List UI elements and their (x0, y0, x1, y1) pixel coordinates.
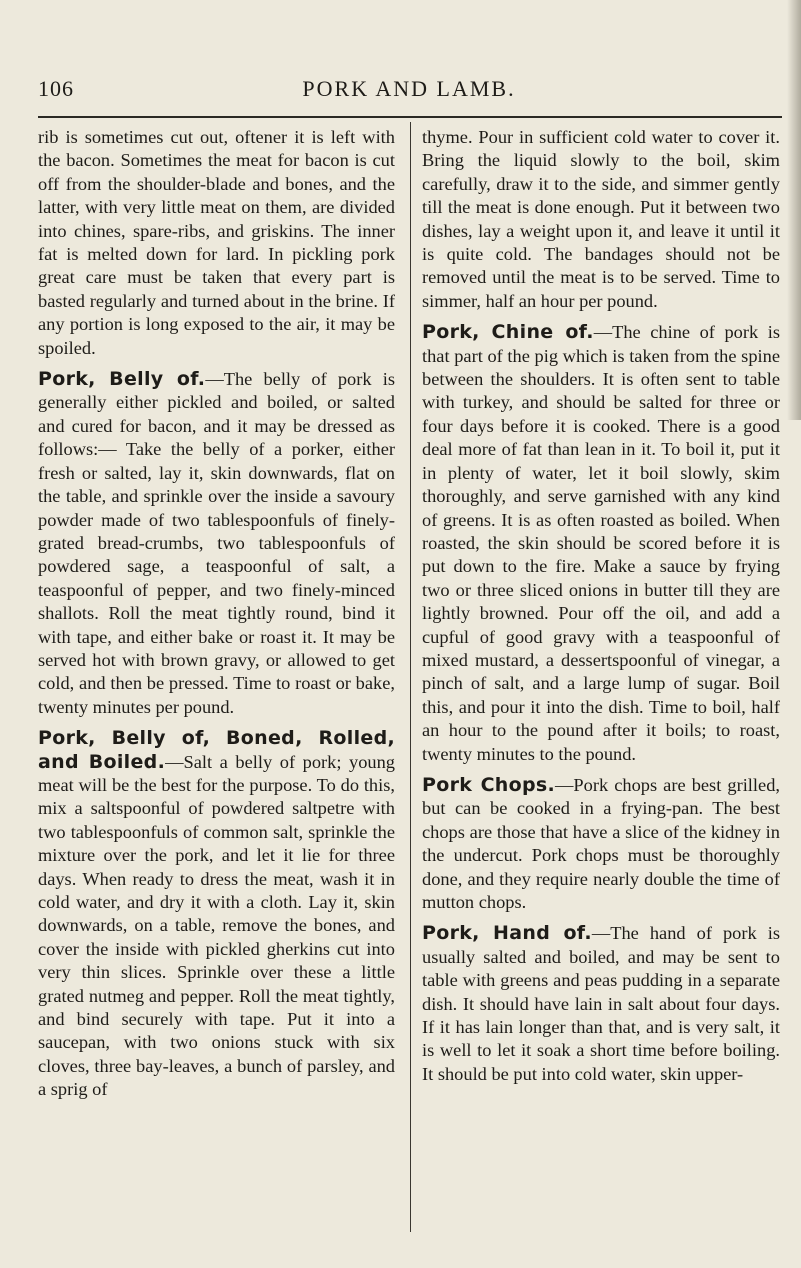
entry-belly-boned-rolled-boiled (38, 727, 395, 1102)
paragraph-continued (422, 126, 780, 313)
paragraph-text: rib is sometimes cut out, oftener it is left with the bacon. Sometimes the meat for bacon is cut off from the shoulder-blade and bones, and the latter, with very little meat on them, are divided into chines, spare-ribs, and griskins. The inner fat is melted down for lard. In pickling pork great care must be taken that every part is basted regularly and turned about in the brine. If any portion is long exposed to the air, it may be spoiled. (38, 127, 395, 358)
entry-text: —Pork chops are best grilled, but can be cooked in a frying-pan. The best chops are those that have a slice of the kidney in the undercut. Pork chops must be thoroughly done, and they require nearly double the time of mutton chops. (422, 774, 780, 912)
page-edge-shadow (787, 0, 801, 420)
entry-heading: Pork Chops. (422, 773, 556, 796)
running-head (38, 76, 780, 108)
entry-hand-of-pork (422, 922, 780, 1086)
header-rule (38, 116, 782, 118)
paragraph-text: thyme. Pour in sufficient cold water to cover it. Bring the liquid slowly to the boil, skim carefully, draw it to the side, and simmer gently till the meat is done enough. Put it between two dishes, lay a weight upon it, and leave it until it is quite cold. The bandages should not be removed until the meat is to be served. Time to simmer, half an hour per pound. (422, 127, 780, 311)
left-column (38, 126, 395, 1110)
entry-heading: Pork, Belly of. (38, 368, 206, 391)
entry-chine-of-pork (422, 321, 780, 766)
entry-text: —Salt a belly of pork; young meat will be the best for the purpose. To do this, mix a saltspoonful of powdered saltpetre with two tablespoonfuls of common salt, sprinkle the mixture over the pork, and let it lie for three days. When ready to dress the meat, wash it in cold water, and dry it with a cloth. Lay it, skin downwards, on a table, remove the bones, and cover the inside with pickled gherkins cut into very thin slices. Sprinkle over these a little grated nutmeg and pepper. Roll the meat tightly, and bind securely with tape. Put it into a saucepan, with two onions stuck with six cloves, three bay-leaves, a bunch of parsley, and a sprig of (38, 751, 395, 1100)
entry-heading: Pork, Hand of. (422, 922, 592, 945)
entry-pork-chops (422, 774, 780, 914)
paragraph-continued (38, 126, 395, 360)
entry-text: —The belly of pork is generally either pickled and boiled, or salted and cured for bacon, and it may be dressed as follows:— Take the belly of a porker, either fresh or salted, lay it, skin downwards, flat on the table, and sprinkle over the inside a savoury powder made of two tablespoonfuls of finely-grated bread-crumbs, two tablespoonfuls of powdered sage, a teaspoonful of salt, a teaspoonful of pepper, and two finely-minced shallots. Roll the meat tightly round, bind it with tape, and either bake or roast it. It may be served hot with brown gravy, or allowed to get cold, and then be pressed. Time to roast or bake, twenty minutes per pound. (38, 369, 395, 717)
entry-belly-of-pork (38, 368, 395, 719)
column-divider (410, 122, 411, 1232)
section-title: PORK AND LAMB. (302, 76, 516, 101)
right-column (422, 126, 780, 1094)
page-number: 106 (38, 76, 74, 101)
entry-heading: Pork, Chine of. (422, 321, 594, 344)
entry-heading: Pork, Belly of, Boned, Rolled, and Boiled. (38, 727, 395, 773)
entry-text: —The chine of pork is that part of the pig which is taken from the spine between the shoulders. It is often sent to table with turkey, and should be salted for three or four days before it is cooked. There is a good deal more of fat than lean in it. To boil it, put it in plenty of water, let it boil slowly, skim thoroughly, and serve garnished with any kind of greens. It is as often roasted as boiled. When roasted, the skin should be scored before it is put down to the fire. Make a sauce by frying two or three sliced onions in butter till they are lightly browned. Pour off the oil, and add a cupful of good gravy with a teaspoonful of mixed mustard, a dessertspoonful of vinegar, a pinch of salt, and a large lump of sugar. Boil this, and pour it into the dish. Time to boil, half an hour to the pound after it boils; to roast, twenty minutes to the pound. (422, 322, 780, 764)
entry-text: —The hand of pork is usually salted and boiled, and may be sent to table with greens and peas pudding in a separate dish. It should have lain in salt about four days. If it has lain longer than that, and is very salt, it is well to let it soak a short time before boiling. It should be put into cold water, skin upper- (422, 923, 780, 1084)
